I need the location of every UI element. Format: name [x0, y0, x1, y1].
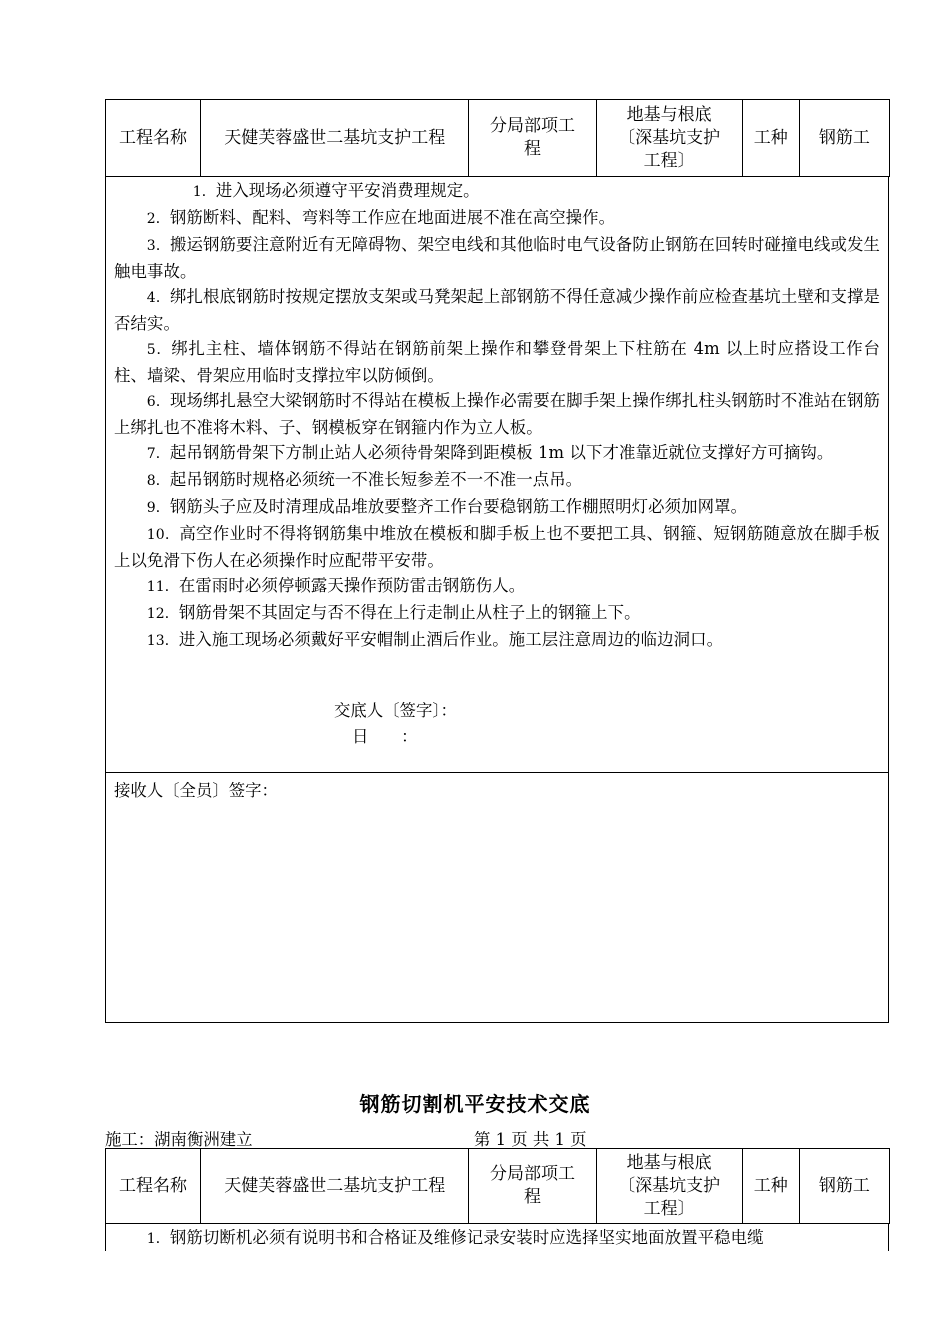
rule-item: 11．在雷雨时必须停顿露天操作预防雷击钢筋伤人。 [146, 576, 526, 595]
rule-item: 2．钢筋断料、配料、弯料等工作应在地面进展不准在高空操作。 [146, 208, 616, 227]
rule-item: 5．绑扎主柱、墙体钢筋不得站在钢筋前架上操作和攀登骨架上下柱筋在 4m 以上时应搭设工作台柱、墙梁、骨架应用临时支撑拉牢以防倾倒。 [114, 339, 880, 385]
rule-item: 1．进入现场必须遵守平安消费理规定。 [192, 181, 480, 200]
rule-item: 9．钢筋头子应及时清理成品堆放要整齐工作台要稳钢筋工作棚照明灯必须加网罩。 [146, 497, 748, 516]
rule-item: 13．进入施工现场必须戴好平安帽制止酒后作业。施工层注意周边的临边洞口。 [146, 630, 724, 649]
rule-item: 4．绑扎根底钢筋时按规定摆放支架或马凳架起上部钢筋不得任意减少操作前应检查基坑土壁和支撑是否结实。 [114, 287, 880, 333]
rule-item: 7．起吊钢筋骨架下方制止站人必须待骨架降到距模板 1m 以下才准靠近就位支撑好方可摘钩。 [146, 443, 834, 462]
section-value: 地基与根底〔深基坑支护工程〕 [596, 100, 742, 177]
trade-label: 工种 [742, 100, 799, 177]
receiver-box [105, 773, 889, 1023]
trade-value: 钢筋工 [799, 100, 889, 177]
builder-info: 施工：湖南衡洲建立 [105, 1130, 253, 1149]
discloser-label: 交底人〔签字〕： [334, 701, 457, 720]
rule-item: 10．高空作业时不得将钢筋集中堆放在模板和脚手板上也不要把工具、钢箍、短钢筋随意放在脚手板上以免滑下伤人在必须操作时应配带平安带。 [114, 524, 880, 570]
header-table [105, 99, 890, 177]
date-label: 日 ： [352, 727, 418, 746]
project-label: 工程名称 [106, 1149, 201, 1224]
rule-item: 3．搬运钢筋要注意附近有无障碍物、架空电线和其他临时电气设备防止钢筋在回转时碰撞电线或发生触电事故。 [114, 235, 880, 281]
receiver-label: 接收人〔全员〕签字： [114, 781, 278, 800]
discloser-signature [334, 698, 457, 750]
project-name: 天健芙蓉盛世二基坑支护工程 [201, 100, 469, 177]
trade-label: 工种 [742, 1149, 799, 1224]
section-value: 地基与根底〔深基坑支护工程〕 [596, 1149, 742, 1224]
second-rules-box [105, 1224, 889, 1251]
trade-value: 钢筋工 [799, 1149, 889, 1224]
rules-list [106, 176, 888, 654]
page-info: 第 1 页 共 1 页 [474, 1130, 587, 1149]
project-name: 天健芙蓉盛世二基坑支护工程 [201, 1149, 469, 1224]
second-header-table [105, 1148, 890, 1224]
project-label: 工程名称 [106, 100, 201, 177]
rule-item: 6．现场绑扎悬空大梁钢筋时不得站在模板上操作必需要在脚手架上操作绑扎柱头钢筋时不准站在钢筋上绑扎也不准将木料、子、钢模板穿在钢箍内作为立人板。 [114, 391, 880, 437]
rule-item: 1．钢筋切断机必须有说明书和合格证及维修记录安装时应选择坚实地面放置平稳电缆 [146, 1228, 764, 1247]
rule-item: 12．钢筋骨架不其固定与否不得在上行走制止从柱子上的钢箍上下。 [146, 603, 641, 622]
rule-item: 8．起吊钢筋时规格必须统一不准长短参差不一不准一点吊。 [146, 470, 583, 489]
second-doc-title: 钢筋切割机平安技术交底 [359, 1092, 591, 1116]
section-label: 分局部项工程 [469, 100, 596, 177]
section-label: 分局部项工程 [469, 1149, 596, 1224]
rules-box [105, 176, 889, 773]
